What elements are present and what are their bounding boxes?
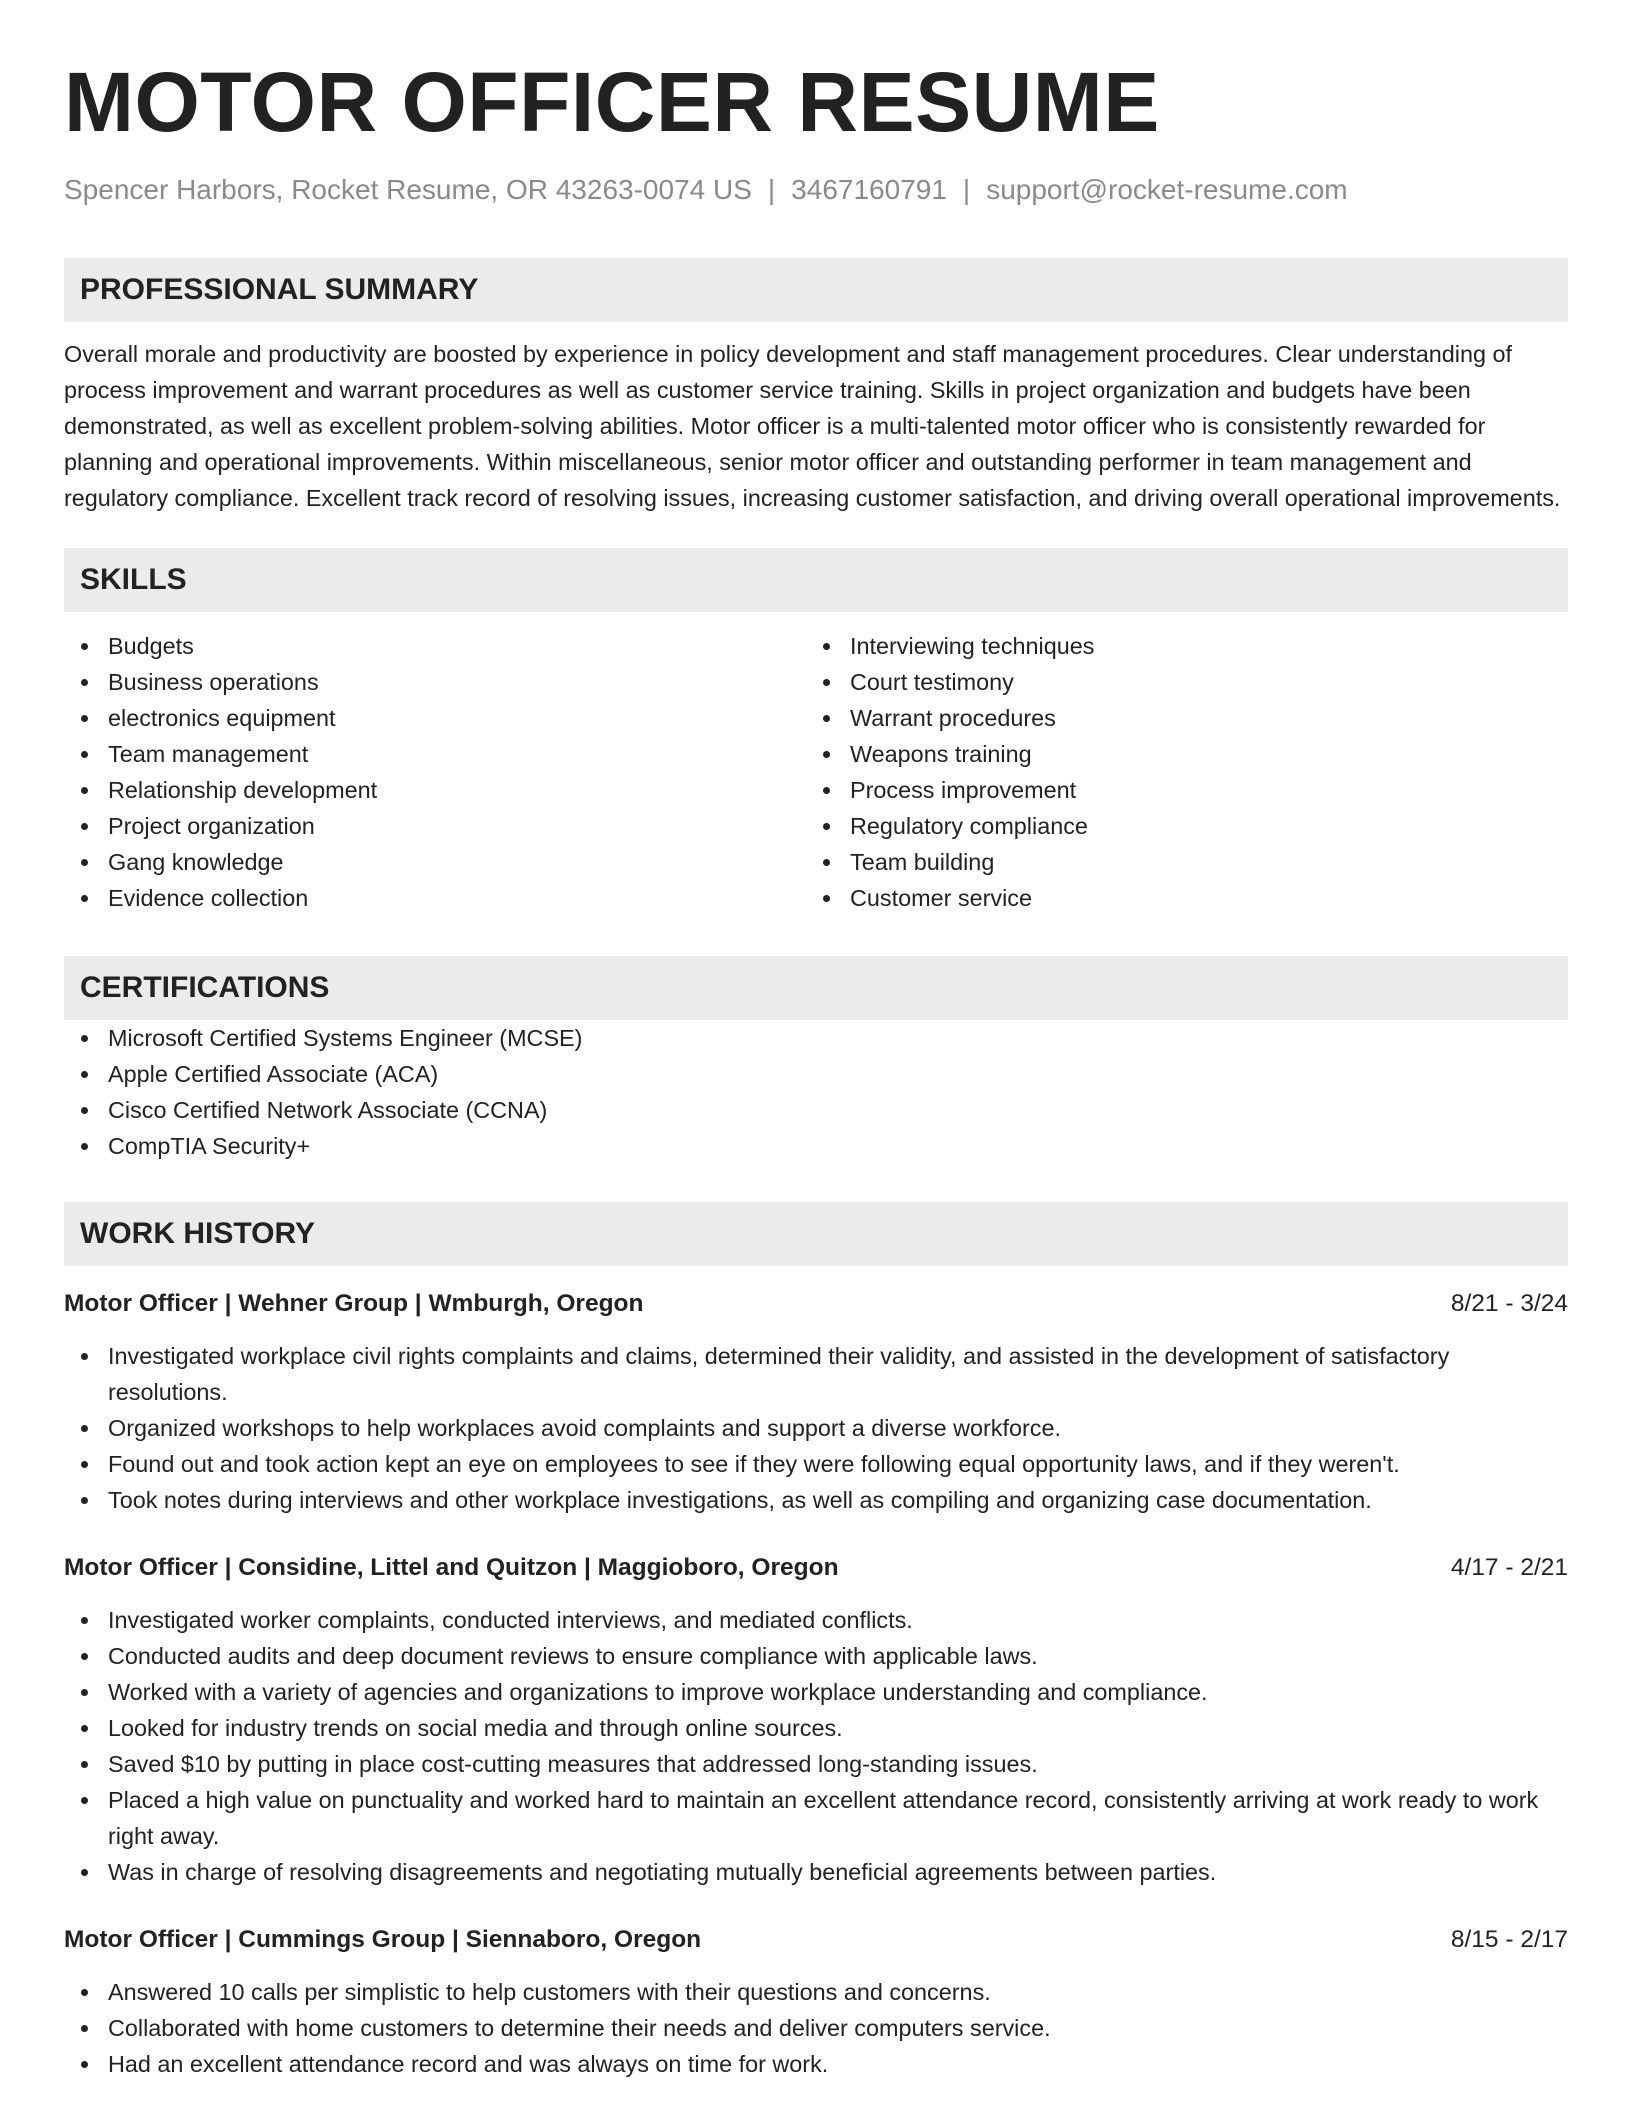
skill-item: electronics equipment <box>64 700 806 736</box>
job-entry <box>64 1922 1568 2082</box>
summary-heading: PROFESSIONAL SUMMARY <box>64 258 1568 322</box>
job-bullets <box>64 1974 1568 2082</box>
job-header <box>64 1922 1568 1958</box>
certifications-heading: CERTIFICATIONS <box>64 956 1568 1020</box>
skill-item: Regulatory compliance <box>806 808 1548 844</box>
certification-item: Microsoft Certified Systems Engineer (MCSE) <box>64 1020 1568 1056</box>
job-bullet: Was in charge of resolving disagreements and negotiating mutually beneficial agreements between parties. <box>64 1854 1568 1890</box>
job-bullet: Investigated workplace civil rights complaints and claims, determined their validity, and assisted in the development of satisfactory resolutions. <box>64 1338 1568 1410</box>
summary-text: Overall morale and productivity are boosted by experience in policy development and staff management procedures. Clear understanding of process improvement and warrant procedures as well as customer service training. Skills in project organization and budgets have been demonstrated, as well as excellent problem-solving abilities. Motor officer is a multi-talented motor officer who is consistently rewarded for planning and operational improvements. Within miscellaneous, senior motor officer and outstanding performer in team management and regulatory compliance. Excellent track record of resolving issues, increasing customer satisfaction, and driving overall operational improvements. <box>64 341 1561 511</box>
skill-item: Customer service <box>806 880 1548 916</box>
job-bullet: Conducted audits and deep document reviews to ensure compliance with applicable laws. <box>64 1638 1568 1674</box>
skill-item: Weapons training <box>806 736 1548 772</box>
job-bullet: Organized workshops to help workplaces avoid complaints and support a diverse workforce. <box>64 1410 1568 1446</box>
skill-item: Court testimony <box>806 664 1548 700</box>
job-bullets <box>64 1338 1568 1518</box>
contact-phone[interactable]: 3467160791 <box>791 174 947 205</box>
job-bullet: Found out and took action kept an eye on employees to see if they were following equal opportunity laws, and if they weren't. <box>64 1446 1568 1482</box>
contact-separator: | <box>767 174 776 205</box>
skill-item: Warrant procedures <box>806 700 1548 736</box>
job-bullet: Placed a high value on punctuality and worked hard to maintain an excellent attendance record, consistently arriving at work ready to work right away. <box>64 1782 1568 1854</box>
work-history-heading: WORK HISTORY <box>64 1202 1568 1266</box>
skill-item: Gang knowledge <box>64 844 806 880</box>
resume-title: MOTOR OFFICER RESUME <box>64 55 1160 149</box>
job-bullet: Collaborated with home customers to determine their needs and deliver computers service. <box>64 2010 1568 2046</box>
job-dates: 8/21 - 3/24 <box>1450 1290 1568 1317</box>
job-title: Motor Officer | Considine, Littel and Quitzon | Maggioboro, Oregon <box>64 1554 839 1581</box>
certifications-list <box>64 1020 1568 1164</box>
job-title: Motor Officer | Wehner Group | Wmburgh, Oregon <box>64 1290 644 1317</box>
job-bullet: Answered 10 calls per simplistic to help customers with their questions and concerns. <box>64 1974 1568 2010</box>
job-dates: 4/17 - 2/21 <box>1450 1554 1568 1581</box>
certification-item: Apple Certified Associate (ACA) <box>64 1056 1568 1092</box>
certification-item: CompTIA Security+ <box>64 1128 1568 1164</box>
job-bullet: Investigated worker complaints, conducted interviews, and mediated conflicts. <box>64 1602 1568 1638</box>
skill-item: Evidence collection <box>64 880 806 916</box>
job-bullet: Worked with a variety of agencies and organizations to improve workplace understanding and compliance. <box>64 1674 1568 1710</box>
job-bullet: Saved $10 by putting in place cost-cutting measures that addressed long-standing issues. <box>64 1746 1568 1782</box>
skill-item: Interviewing techniques <box>806 628 1548 664</box>
job-bullet: Looked for industry trends on social media and through online sources. <box>64 1710 1568 1746</box>
skill-item: Process improvement <box>806 772 1548 808</box>
job-header <box>64 1286 1568 1322</box>
contact-line <box>64 172 1568 208</box>
job-entry <box>64 1286 1568 1518</box>
skill-item: Team building <box>806 844 1548 880</box>
skill-item: Team management <box>64 736 806 772</box>
job-entry <box>64 1550 1568 1890</box>
job-bullets <box>64 1602 1568 1890</box>
skill-item: Budgets <box>64 628 806 664</box>
job-dates: 8/15 - 2/17 <box>1450 1926 1568 1953</box>
skills-column-right <box>806 628 1548 916</box>
job-bullet: Had an excellent attendance record and was always on time for work. <box>64 2046 1568 2082</box>
skill-item: Project organization <box>64 808 806 844</box>
skill-item: Relationship development <box>64 772 806 808</box>
certification-item: Cisco Certified Network Associate (CCNA) <box>64 1092 1568 1128</box>
skills-column-left <box>64 628 806 916</box>
job-bullet: Took notes during interviews and other workplace investigations, as well as compiling and organizing case documentation. <box>64 1482 1568 1518</box>
contact-separator: | <box>962 174 971 205</box>
contact-email[interactable]: support@rocket-resume.com <box>986 174 1348 205</box>
skill-item: Business operations <box>64 664 806 700</box>
job-title: Motor Officer | Cummings Group | Siennaboro, Oregon <box>64 1926 702 1953</box>
job-header <box>64 1550 1568 1586</box>
skills-heading: SKILLS <box>64 548 1568 612</box>
skills-list <box>64 628 1568 916</box>
contact-address: Spencer Harbors, Rocket Resume, OR 43263-0074 US <box>64 174 752 205</box>
